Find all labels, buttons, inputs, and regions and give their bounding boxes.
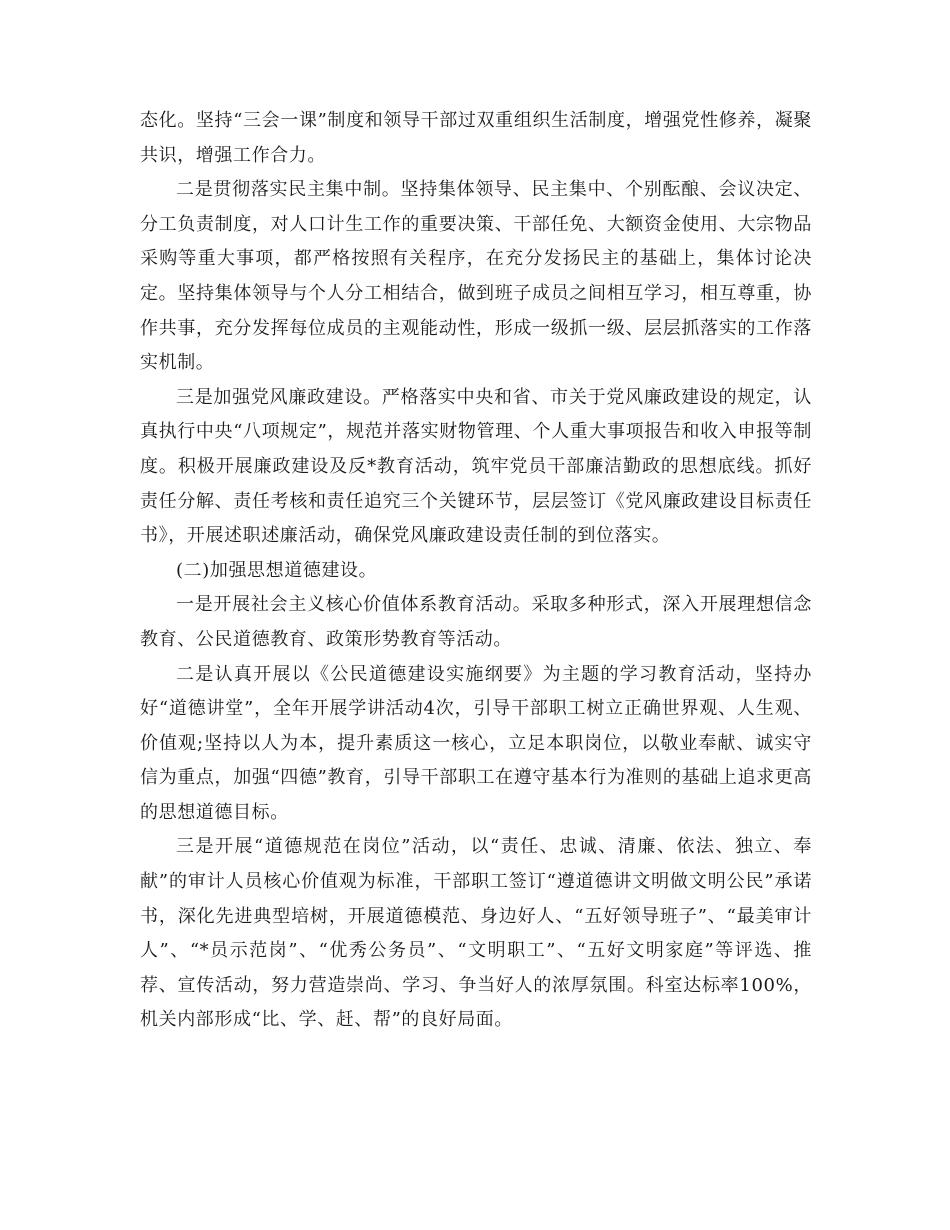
- paragraph-1: 态化。坚持“三会一课”制度和领导干部过双重组织生活制度，增强党性修养，凝聚共识，增强工作合力。: [140, 110, 812, 166]
- paragraph-5: 二是认真开展以《公民道德建设实施纲要》为主题的学习教育活动，坚持办好“道德讲堂”，全年开展学讲活动4次，引导干部职工树立正确世界观、人生观、价值观;坚持以人为本，提升素质这一核心，立足本职岗位，以敬业奉献、诚实守信为重点，加强“四德”教育，引导干部职工在遵守基本行为准则的基础上追求更高的思想道德目标。: [140, 663, 812, 823]
- paragraph-6: 三是开展“道德规范在岗位”活动，以“责任、忠诚、清廉、依法、独立、奉献”的审计人员核心价值观为标准，干部职工签订“遵道德讲文明做文明公民”承诺书，深化先进典型培树，开展道德模范、身边好人、“五好领导班子”、“最美审计人”、“*员示范岗”、“优秀公务员”、“文明职工”、“五好文明家庭”等评选、推荐、宣传活动，努力营造崇尚、学习、争当好人的浓厚氛围。科室达标率100%，机关内部形成“比、学、赶、帮”的良好局面。: [140, 836, 812, 1031]
- section-heading: (二)加强思想道德建设。: [176, 559, 378, 581]
- paragraph-4: 一是开展社会主义核心价值体系教育活动。采取多种形式，深入开展理想信念教育、公民道德教育、政策形势教育等活动。: [140, 594, 812, 650]
- paragraph-2: 二是贯彻落实民主集中制。坚持集体领导、民主集中、个别酝酿、会议决定、分工负责制度，对人口计生工作的重要决策、干部任免、大额资金使用、大宗物品采购等重大事项，都严格按照有关程序，在充分发扬民主的基础上，集体讨论决定。坚持集体领导与个人分工相结合，做到班子成员之间相互学习，相互尊重，协作共事，充分发挥每位成员的主观能动性，形成一级抓一级、层层抓落实的工作落实机制。: [140, 179, 812, 374]
- document-body: [140, 104, 812, 1038]
- paragraph-3: 三是加强党风廉政建设。严格落实中央和省、市关于党风廉政建设的规定，认真执行中央“八项规定”，规范并落实财物管理、个人重大事项报告和收入申报等制度。积极开展廉政建设及反*教育活动，筑牢党员干部廉洁勤政的思想底线。抓好责任分解、责任考核和责任追究三个关键环节，层层签订《党风廉政建设目标责任书》，开展述职述廉活动，确保党风廉政建设责任制的到位落实。: [140, 386, 812, 547]
